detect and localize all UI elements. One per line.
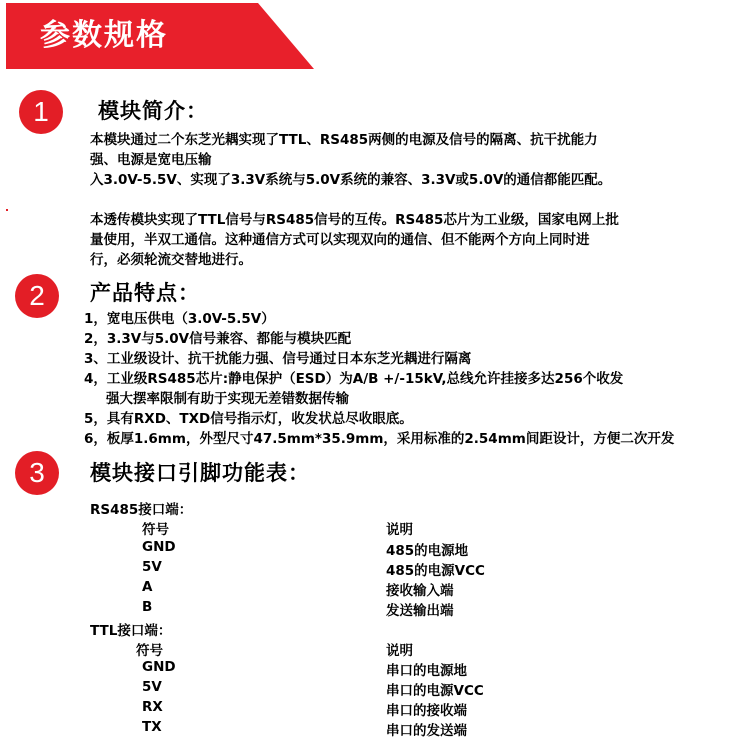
feature-item: 4，工业级RS485芯片:静电保护（ESD）为A/B +/-15kV,总线允许挂接多达256个收发 (84, 371, 624, 387)
ttl-desc: 串口的电源VCC (386, 683, 484, 699)
ttl-desc: 串口的发送端 (386, 723, 467, 739)
rs485-symbol: B (142, 599, 153, 615)
section-title-intro: 模块简介： (98, 99, 208, 123)
section-title-pinout: 模块接口引脚功能表： (90, 461, 310, 485)
ttl-symbol: RX (142, 699, 163, 715)
rs485-symbol: 5V (142, 559, 162, 575)
intro-p2-line3: 行，必须轮流交替地进行。 (90, 252, 252, 268)
intro-paragraph-2 (90, 210, 619, 270)
stray-dot (6, 209, 8, 211)
ttl-header-symbol: 符号 (136, 643, 163, 659)
feature-item: 1，宽电压供电（3.0V-5.5V） (84, 311, 275, 327)
rs485-desc: 发送输出端 (386, 603, 454, 619)
feature-item: 5，具有RXD、TXD信号指示灯，收发状总尽收眼底。 (84, 411, 413, 427)
rs485-desc: 485的电源VCC (386, 563, 485, 579)
intro-p1-line3: 入3.0V-5.5V、实现了3.3V系统与5.0V系统的兼容、3.3V或5.0V的通信都能匹配。 (90, 172, 612, 188)
intro-paragraph-1 (90, 130, 611, 190)
ttl-label: TTL接口端： (90, 623, 172, 639)
feature-list (84, 309, 674, 449)
section-number-1: 1 (19, 90, 63, 134)
ttl-symbol: TX (142, 719, 162, 735)
rs485-header-symbol: 符号 (142, 522, 169, 538)
ttl-desc: 串口的接收端 (386, 703, 467, 719)
section-title-features: 产品特点： (90, 281, 200, 305)
section-number-3: 3 (15, 451, 59, 495)
intro-p1-line1: 本模块通过二个东芝光耦实现了TTL、RS485两侧的电源及信号的隔离、抗干扰能力 (90, 132, 598, 148)
rs485-header-desc: 说明 (386, 522, 413, 538)
rs485-desc: 485的电源地 (386, 543, 469, 559)
rs485-desc: 接收输入端 (386, 583, 454, 599)
ttl-symbol: 5V (142, 679, 162, 695)
feature-item: 6，板厚1.6mm，外型尺寸47.5mm*35.9mm，采用标准的2.54mm间距设计，方便二次开发 (84, 431, 675, 447)
feature-item-continuation: 强大摆率限制有助于实现无差错数据传输 (106, 391, 349, 407)
rs485-symbol: GND (142, 539, 176, 555)
intro-p2-line1: 本透传模块实现了TTL信号与RS485信号的互传。RS485芯片为工业级，国家电网上批 (90, 212, 619, 228)
intro-p2-line2: 量使用，半双工通信。这种通信方式可以实现双向的通信、但不能两个方向上同时进 (90, 232, 590, 248)
rs485-symbol: A (142, 579, 153, 595)
intro-p1-line2: 强、电源是宽电压输 (90, 152, 212, 168)
ttl-symbol: GND (142, 659, 176, 675)
feature-item: 3、工业级设计、抗干扰能力强、信号通过日本东芝光耦进行隔离 (84, 351, 472, 367)
section-number-2: 2 (15, 274, 59, 318)
ttl-header-desc: 说明 (386, 643, 413, 659)
ttl-desc: 串口的电源地 (386, 663, 467, 679)
rs485-label: RS485接口端： (90, 502, 193, 518)
feature-item: 2，3.3V与5.0V信号兼容、都能与模块匹配 (84, 331, 352, 347)
banner-title: 参数规格 (40, 18, 168, 53)
